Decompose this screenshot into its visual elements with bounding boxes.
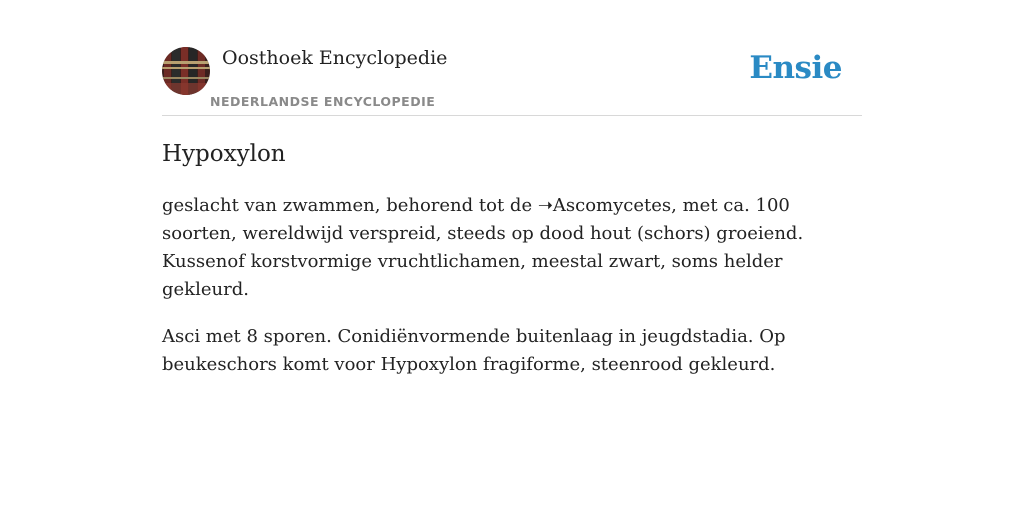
paragraph-1-after: , met ca. 100 soorten, wereldwijd verspreid, steeds op dood hout (schors) groeiend. Kussenof korstvormige vruchtlichamen, meestal zwart, soms helder gekleurd. (162, 195, 804, 300)
site-header (162, 46, 862, 116)
brand-logo[interactable]: Ensie (749, 50, 842, 86)
ascomycetes-link[interactable] (538, 195, 671, 216)
site-title[interactable]: Oosthoek Encyclopedie (222, 47, 448, 69)
ascomycetes-link-text: Ascomycetes (552, 195, 672, 216)
article-title: Hypoxylon (162, 141, 286, 167)
article-paragraph-1 (162, 192, 862, 304)
paragraph-1-before: geslacht van zwammen, behorend tot de (162, 195, 538, 216)
article-paragraph-2: Asci met 8 sporen. Conidiënvormende buitenlaag in jeugdstadia. Op beukeschors komt voor Hypoxylon fragiforme, steenrood gekleurd. (162, 326, 786, 375)
article (162, 138, 862, 379)
arrow-right-icon: ➝ (537, 195, 553, 216)
article-body (162, 192, 862, 379)
site-subtitle: NEDERLANDSE ENCYCLOPEDIE (210, 94, 436, 109)
book-spines-icon[interactable] (162, 47, 210, 95)
